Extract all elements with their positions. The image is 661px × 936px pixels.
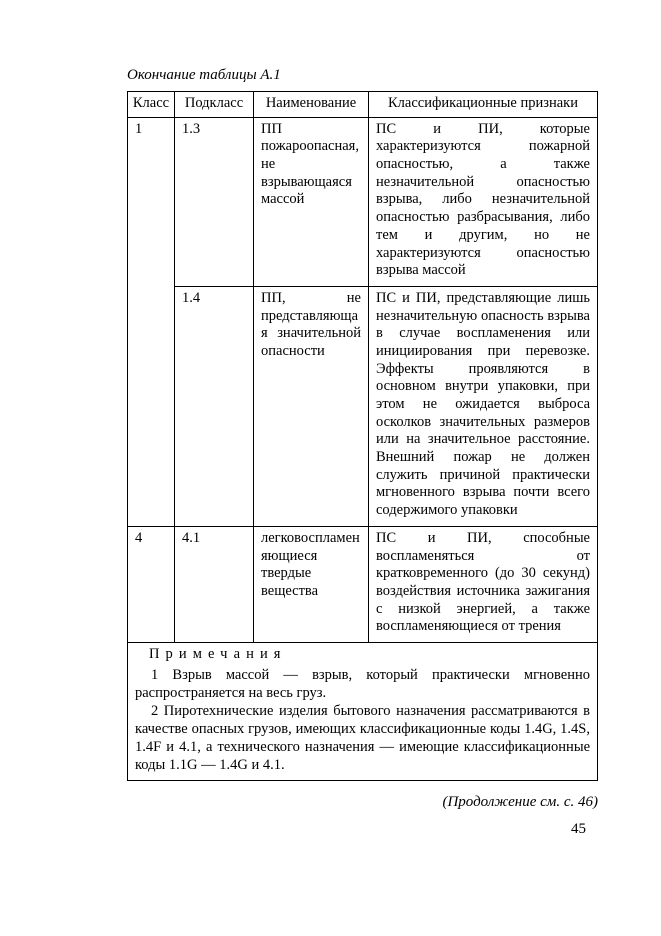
table-row-1-4 bbox=[128, 286, 598, 526]
cell-class-1: 1 bbox=[128, 117, 175, 526]
cell-features-1-4: ПС и ПИ, представляющие лишь незначительную опасность взрыва в случае воспламенения или инициирования при перевозке. Эффекты проявляются в основном внутри упаковки, при этом не ожидается выброса осколков значительных размеров или на значительное расстояние. Внешний пожар не должен служить причиной практически мгновенного взрыва почти всего содержимого упаковки bbox=[369, 286, 598, 526]
table-row-4-1 bbox=[128, 526, 598, 642]
notes-cell bbox=[128, 642, 598, 780]
cell-name-1-3: ПП пожароопасная, не взрывающаяся массой bbox=[254, 117, 369, 286]
cell-subclass-1-3: 1.3 bbox=[175, 117, 254, 286]
table-header-row bbox=[128, 92, 598, 118]
header-features: Классификационные признаки bbox=[369, 92, 598, 118]
continuation-note: (Продолжение см. с. 46) bbox=[442, 794, 598, 811]
table-caption: Окончание таблицы А.1 bbox=[127, 67, 281, 83]
header-name: Наименование bbox=[254, 92, 369, 118]
header-subclass: Подкласс bbox=[175, 92, 254, 118]
note-item-1: 1 Взрыв массой — взрыв, который практически мгновенно распространяется на весь груз. bbox=[135, 666, 590, 701]
cell-name-1-4: ПП, не представляющая значительной опасности bbox=[254, 286, 369, 526]
page-content bbox=[127, 66, 598, 838]
page-number: 45 bbox=[571, 821, 586, 838]
cell-name-4-1: легковоспламеняющиеся твердые вещества bbox=[254, 526, 369, 642]
cell-subclass-1-4: 1.4 bbox=[175, 286, 254, 526]
cell-subclass-4-1: 4.1 bbox=[175, 526, 254, 642]
notes-title: Примечания bbox=[149, 645, 287, 662]
note-item-2: 2 Пиротехнические изделия бытового назначения рассматриваются в качестве опасных грузов, имеющих классификационные коды 1.4G, 1.4S, 1.4F и 4.1, а технического назначения — имеющие классификационные коды 1.1G — 1.4G и 4.1. bbox=[135, 702, 590, 774]
table-row-1-3 bbox=[128, 117, 598, 286]
table-notes-row bbox=[128, 642, 598, 780]
cell-class-4: 4 bbox=[128, 526, 175, 642]
classification-table bbox=[127, 91, 598, 781]
cell-features-1-3: ПС и ПИ, которые характеризуются пожарной опасностью, а также незначительной опасностью взрыва, либо незначительной опасностью разбрасывания, либо тем и другим, но не характеризуются опасностью взрыва массой bbox=[369, 117, 598, 286]
header-class: Класс bbox=[128, 92, 175, 118]
cell-features-4-1: ПС и ПИ, способные воспламеняться от кратковременного (до 30 секунд) воздействия источника зажигания с низкой энергией, а также воспламеняющиеся от трения bbox=[369, 526, 598, 642]
